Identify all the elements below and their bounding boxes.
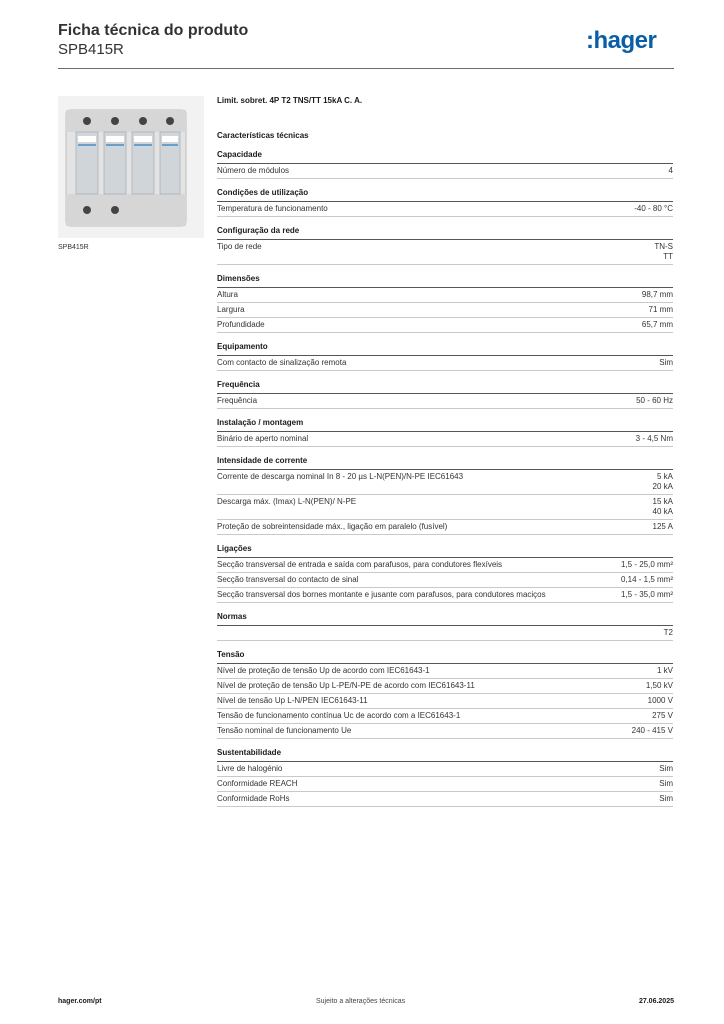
spec-value — [636, 396, 673, 406]
spec-value — [659, 358, 673, 368]
spec-value-line: 4 — [668, 166, 673, 175]
section-title: Frequência — [217, 380, 673, 394]
spec-row — [217, 240, 673, 265]
section-title: Sustentabilidade — [217, 748, 673, 762]
spec-row — [217, 792, 673, 807]
spec-row — [217, 679, 673, 694]
spec-row — [217, 356, 673, 371]
spec-label: Descarga máx. (Imax) L-N(PEN)/ N-PE — [217, 497, 357, 506]
spec-label: Tensão de funcionamento contínua Uc de acordo com a IEC61643-1 — [217, 711, 461, 720]
spec-row — [217, 664, 673, 679]
spec-value — [648, 696, 673, 706]
spec-section — [217, 748, 673, 807]
spec-row — [217, 724, 673, 739]
spec-value-line: Sim — [659, 779, 673, 788]
spec-value — [659, 794, 673, 804]
spec-value-line: 1,5 - 35,0 mm² — [620, 590, 673, 599]
spec-row — [217, 432, 673, 447]
spec-value — [653, 472, 673, 492]
spec-label: Secção transversal do contacto de sinal — [217, 575, 359, 584]
spec-section — [217, 612, 673, 641]
section-title: Ligações — [217, 544, 673, 558]
spec-value — [646, 681, 673, 691]
spec-label: Conformidade REACH — [217, 779, 298, 788]
spec-label: Frequência — [217, 396, 258, 405]
spec-label: Nível de proteção de tensão Up de acordo com IEC61643-1 — [217, 666, 430, 675]
spec-row — [217, 626, 673, 641]
spec-label: Tipo de rede — [217, 242, 262, 251]
spec-section — [217, 342, 673, 371]
section-title: Normas — [217, 612, 673, 626]
spec-value-line: 40 kA — [652, 507, 673, 516]
footer-disclaimer: Sujeito a alterações técnicas — [316, 998, 406, 1005]
spec-row — [217, 777, 673, 792]
spec-label: Temperatura de funcionamento — [217, 204, 328, 213]
spec-section — [217, 188, 673, 217]
spec-value-line: 0,14 - 1,5 mm² — [620, 575, 673, 584]
footer-date: 27.06.2025 — [638, 998, 674, 1005]
spec-row — [217, 164, 673, 179]
spec-value — [642, 290, 673, 300]
spec-section — [217, 226, 673, 265]
spec-row — [217, 495, 673, 520]
section-title: Equipamento — [217, 342, 673, 356]
spec-value — [654, 242, 673, 262]
spec-row — [217, 318, 673, 333]
spec-value-line: Sim — [659, 794, 673, 803]
spec-label — [217, 628, 664, 638]
spec-content — [217, 95, 673, 816]
product-image — [58, 96, 204, 238]
spec-row — [217, 762, 673, 777]
spec-value — [659, 764, 673, 774]
spec-row — [217, 288, 673, 303]
spec-label: Binário de aperto nominal — [217, 434, 309, 443]
spec-value — [653, 497, 673, 517]
spec-value — [669, 166, 673, 176]
spec-value — [649, 305, 673, 315]
spec-label: Conformidade RoHs — [217, 794, 290, 803]
spec-value-line: Sim — [659, 764, 673, 773]
spec-value-line: Sim — [659, 358, 673, 367]
spec-row — [217, 394, 673, 409]
spec-value — [621, 590, 673, 600]
spec-value-line: 1 kV — [656, 666, 673, 675]
spec-value-line: 1,50 kV — [645, 681, 673, 690]
spec-label: Nível de proteção de tensão Up L-PE/N-PE de acordo com IEC61643-11 — [217, 681, 475, 690]
spec-label: Secção transversal dos bornes montante e jusante com parafusos, para condutores maciços — [217, 590, 546, 599]
spec-value-line: 1000 V — [647, 696, 673, 705]
spec-label: Com contacto de sinalização remota — [217, 358, 347, 367]
tech-title: Características técnicas — [217, 131, 309, 140]
spec-value-line: TT — [663, 252, 673, 261]
spec-value-line: 5 kA — [656, 472, 673, 481]
spec-value-line: 275 V — [652, 711, 673, 720]
spec-label: Livre de halogénio — [217, 764, 283, 773]
spec-section — [217, 418, 673, 447]
spec-value-line: T2 — [663, 628, 673, 637]
spec-row — [217, 303, 673, 318]
spec-value — [621, 560, 673, 570]
section-title: Condições de utilização — [217, 188, 673, 202]
spec-section — [217, 544, 673, 603]
spec-value-line: 240 - 415 V — [631, 726, 673, 735]
spec-value — [634, 204, 673, 214]
spec-value-line: -40 - 80 °C — [634, 204, 673, 213]
spec-sections — [217, 150, 673, 807]
spec-label: Corrente de descarga nominal In 8 - 20 µs L-N(PEN)/N-PE IEC61643 — [217, 472, 464, 481]
spec-value-line: TN-S — [654, 242, 673, 251]
section-title: Tensão — [217, 650, 673, 664]
spec-row — [217, 709, 673, 724]
spec-row — [217, 558, 673, 573]
section-title: Intensidade de corrente — [217, 456, 673, 470]
footer-website[interactable]: hager.com/pt — [58, 998, 102, 1005]
spec-row — [217, 202, 673, 217]
spec-label: Altura — [217, 290, 238, 299]
spec-row — [217, 694, 673, 709]
hager-logo-text: :hager — [586, 27, 657, 54]
spec-section — [217, 650, 673, 739]
product-reference: SPB415R — [58, 41, 124, 58]
image-caption: SPB415R — [58, 244, 89, 251]
spec-value — [664, 628, 673, 638]
hager-logo — [586, 26, 672, 56]
spec-value-line: 125 A — [652, 522, 673, 531]
page-title: Ficha técnica do produto — [58, 22, 249, 39]
spec-value — [632, 726, 673, 736]
product-description: Limit. sobret. 4P T2 TNS/TT 15kA C. A. — [217, 96, 363, 105]
section-title: Capacidade — [217, 150, 673, 164]
spec-value — [652, 711, 673, 721]
section-title: Instalação / montagem — [217, 418, 673, 432]
spec-value — [636, 434, 673, 444]
spec-section — [217, 456, 673, 535]
spec-value — [657, 666, 673, 676]
spec-value-line: 71 mm — [648, 305, 673, 314]
spec-value — [642, 320, 673, 330]
spec-value-line: 20 kA — [652, 482, 673, 491]
page-header — [58, 20, 674, 69]
spec-value-line: 98,7 mm — [641, 290, 673, 299]
spec-value-line: 1,5 - 25,0 mm² — [620, 560, 673, 569]
spec-value-line: 50 - 60 Hz — [636, 396, 673, 405]
spec-label: Número de módulos — [217, 166, 290, 175]
spec-row — [217, 470, 673, 495]
spec-label: Largura — [217, 305, 245, 314]
spec-value — [621, 575, 673, 585]
spec-value-line: 65,7 mm — [641, 320, 673, 329]
spec-value — [653, 522, 673, 532]
spec-label: Profundidade — [217, 320, 265, 329]
spec-value — [659, 779, 673, 789]
section-title: Dimensões — [217, 274, 673, 288]
spec-label: Tensão nominal de funcionamento Ue — [217, 726, 352, 735]
spec-section — [217, 274, 673, 333]
spec-value-line: 15 kA — [652, 497, 673, 506]
spec-label: Nível de tensão Up L-N/PEN IEC61643-11 — [217, 696, 368, 705]
spec-row — [217, 520, 673, 535]
spec-value-line: 3 - 4,5 Nm — [635, 434, 673, 443]
spec-section — [217, 150, 673, 179]
section-title: Configuração da rede — [217, 226, 673, 240]
spec-row — [217, 573, 673, 588]
spec-label: Proteção de sobreintensidade máx., ligação em paralelo (fusível) — [217, 522, 448, 531]
spec-label: Secção transversal de entrada e saída com parafusos, para condutores flexíveis — [217, 560, 503, 569]
spec-section — [217, 380, 673, 409]
spec-row — [217, 588, 673, 603]
